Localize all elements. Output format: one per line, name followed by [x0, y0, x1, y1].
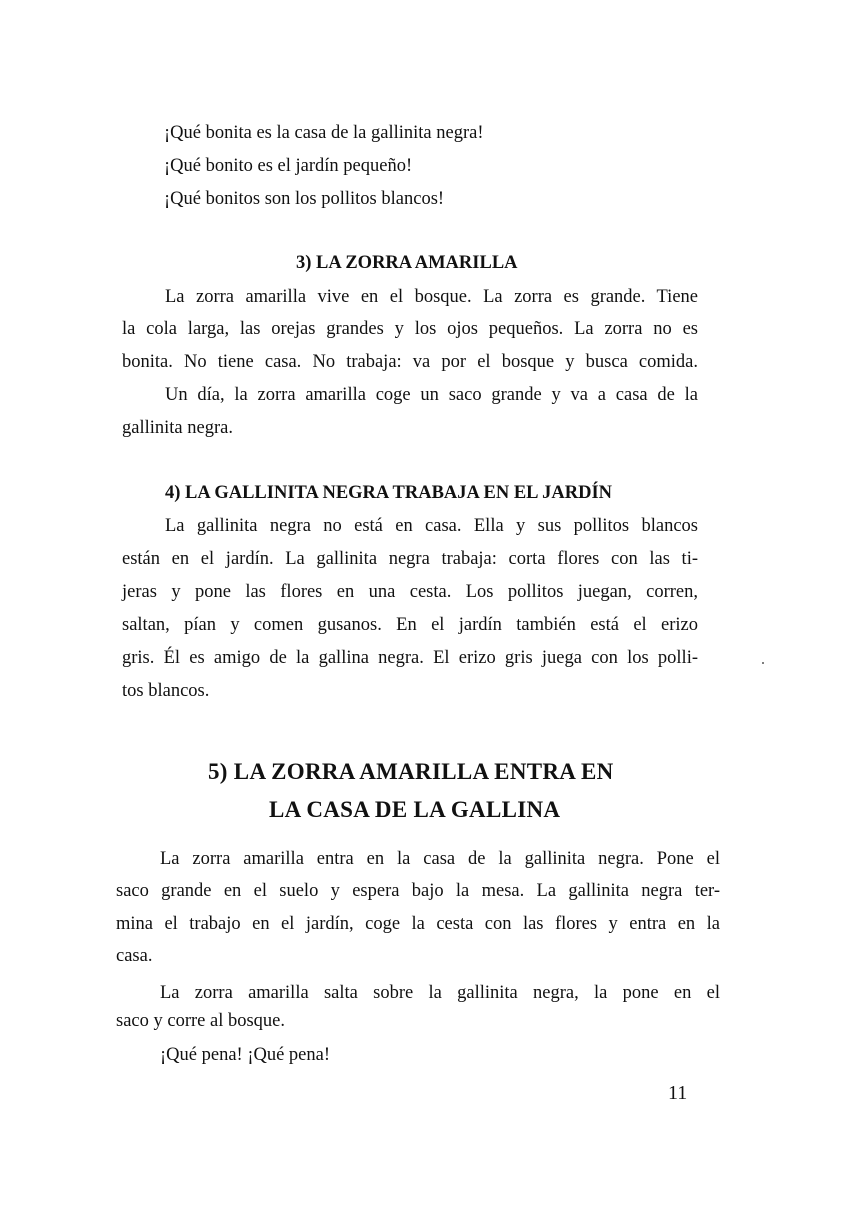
paragraph-line: están en el jardín. La gallinita negra trabaja: corta flores con las ti- [122, 549, 698, 569]
closing-exclamation: ¡Qué pena! ¡Qué pena! [160, 1045, 331, 1065]
paragraph-line: tos blancos. [122, 681, 210, 701]
paragraph-line: La zorra amarilla vive en el bosque. La zorra es grande. Tiene [165, 287, 698, 307]
paragraph-line: jeras y pone las flores en una cesta. Los pollitos juegan, corren, [122, 582, 698, 602]
paragraph-line: La zorra amarilla entra en la casa de la gallinita negra. Pone el [160, 849, 720, 869]
paragraph-line: La zorra amarilla salta sobre la gallinita negra, la pone en el [160, 983, 720, 1003]
exclamation-line: ¡Qué bonita es la casa de la gallinita negra! [164, 123, 484, 143]
paragraph-line: gallinita negra. [122, 418, 233, 438]
paragraph-line: casa. [116, 946, 153, 966]
paragraph-line: saco y corre al bosque. [116, 1011, 286, 1031]
paragraph-line: gris. Él es amigo de la gallina negra. El erizo gris juega con los polli- [122, 648, 698, 668]
paragraph-line: saco grande en el suelo y espera bajo la mesa. La gallinita negra ter- [116, 881, 720, 901]
paragraph-line: Un día, la zorra amarilla coge un saco grande y va a casa de la [165, 385, 698, 405]
paragraph-line: La gallinita negra no está en casa. Ella y sus pollitos blancos [165, 516, 698, 536]
page-number: 11 [668, 1082, 688, 1104]
scan-speck [762, 662, 764, 664]
section-heading: LA CASA DE LA GALLINA [269, 797, 561, 822]
paragraph-line: bonita. No tiene casa. No trabaja: va por el bosque y busca comida. [122, 352, 698, 372]
section-heading: 5) LA ZORRA AMARILLA ENTRA EN [208, 759, 614, 784]
section-heading: 3) LA ZORRA AMARILLA [296, 253, 518, 273]
section-heading: 4) LA GALLINITA NEGRA TRABAJA EN EL JARDÍN [165, 483, 613, 503]
exclamation-line: ¡Qué bonito es el jardín pequeño! [164, 156, 413, 176]
exclamation-line: ¡Qué bonitos son los pollitos blancos! [164, 189, 445, 209]
paragraph-line: mina el trabajo en el jardín, coge la cesta con las flores y entra en la [116, 914, 720, 934]
paragraph-line: saltan, pían y comen gusanos. En el jardín también está el erizo [122, 615, 698, 635]
paragraph-line: la cola larga, las orejas grandes y los ojos pequeños. La zorra no es [122, 319, 698, 339]
